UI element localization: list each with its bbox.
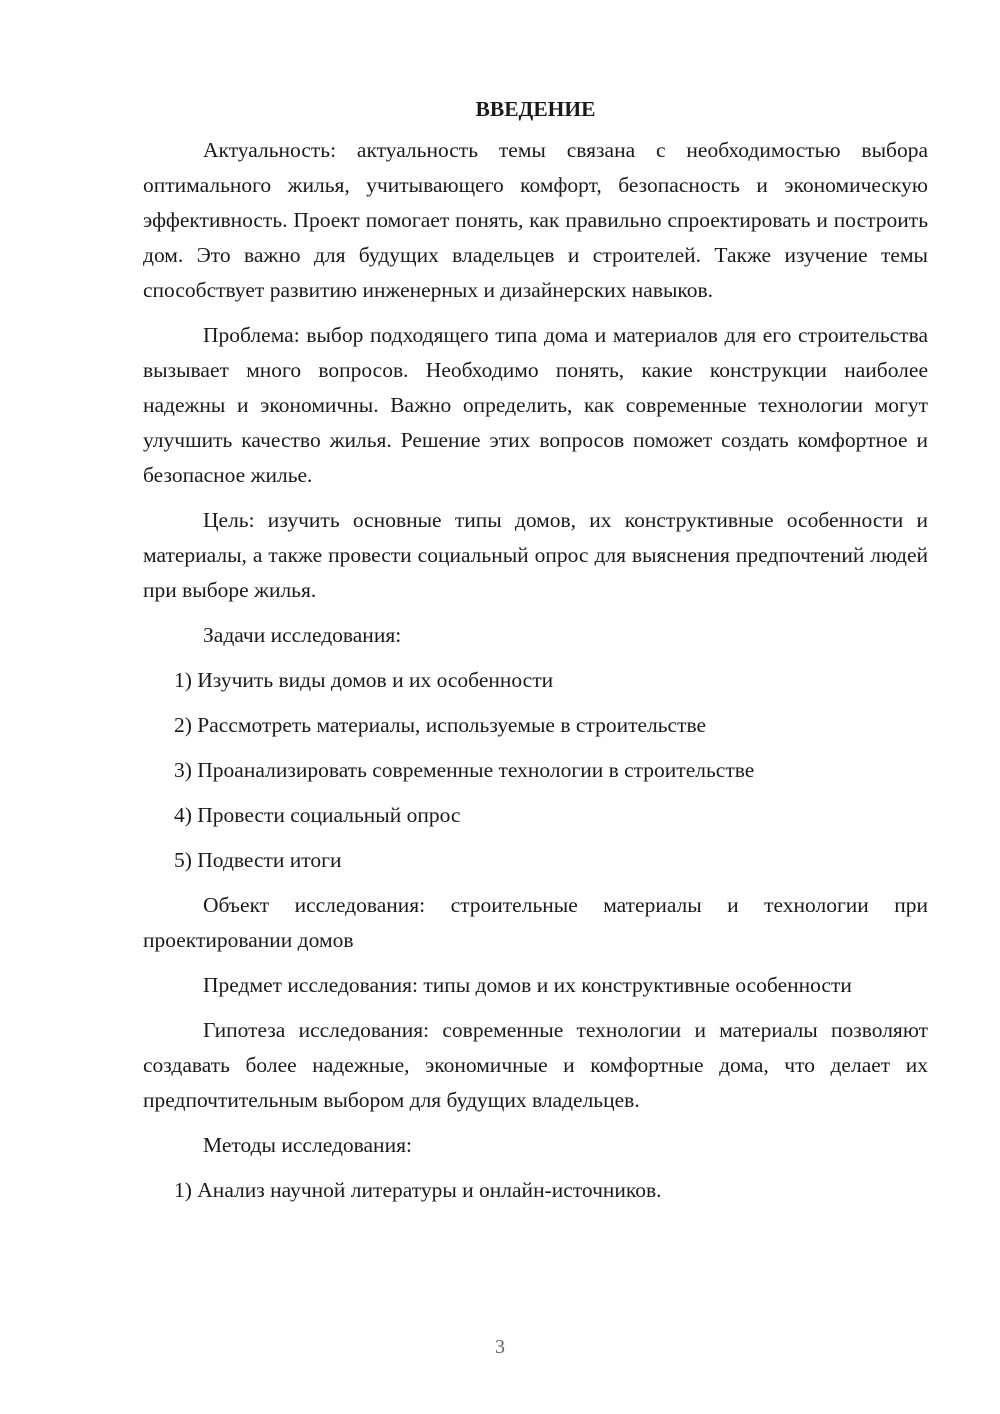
method-item: 1) Анализ научной литературы и онлайн-источников.: [174, 1178, 662, 1202]
object-paragraph: Объект исследования: строительные материалы и технологии при проектировании домов: [143, 893, 928, 952]
task-item: 3) Проанализировать современные технологии в строительстве: [174, 758, 755, 782]
methods-heading: Методы исследования:: [203, 1133, 412, 1157]
task-item: 2) Рассмотреть материалы, используемые в строительстве: [174, 713, 707, 737]
relevance-paragraph: Актуальность: актуальность темы связана с необходимостью выбора оптимального жилья, учитывающего комфорт, безопасность и экономическую эффективность. Проект помогает понять, как правильно спроектировать и построить дом. Это важно для будущих владельцев и строителей. Также изучение темы способствует развитию инженерных и дизайнерских навыков.: [143, 138, 928, 302]
document-page: [143, 92, 928, 1208]
page-title: ВВЕДЕНИЕ: [475, 97, 596, 121]
page-number: 3: [495, 1336, 505, 1358]
task-item: 1) Изучить виды домов и их особенности: [174, 668, 554, 692]
hypothesis-paragraph: Гипотеза исследования: современные технологии и материалы позволяют создавать более надежные, экономичные и комфортные дома, что делает их предпочтительным выбором для будущих владельцев.: [143, 1018, 928, 1112]
tasks-heading: Задачи исследования:: [203, 623, 402, 647]
task-item: 4) Провести социальный опрос: [174, 803, 461, 827]
goal-paragraph: Цель: изучить основные типы домов, их конструктивные особенности и материалы, а также провести социальный опрос для выяснения предпочтений людей при выборе жилья.: [143, 508, 928, 602]
task-item: 5) Подвести итоги: [174, 848, 342, 872]
subject-paragraph: Предмет исследования: типы домов и их конструктивные особенности: [203, 973, 852, 997]
problem-paragraph: Проблема: выбор подходящего типа дома и материалов для его строительства вызывает много вопросов. Необходимо понять, какие конструкции наиболее надежны и экономичны. Важно определить, как современные технологии могут улучшить качество жилья. Решение этих вопросов поможет создать комфортное и безопасное жилье.: [143, 323, 928, 487]
